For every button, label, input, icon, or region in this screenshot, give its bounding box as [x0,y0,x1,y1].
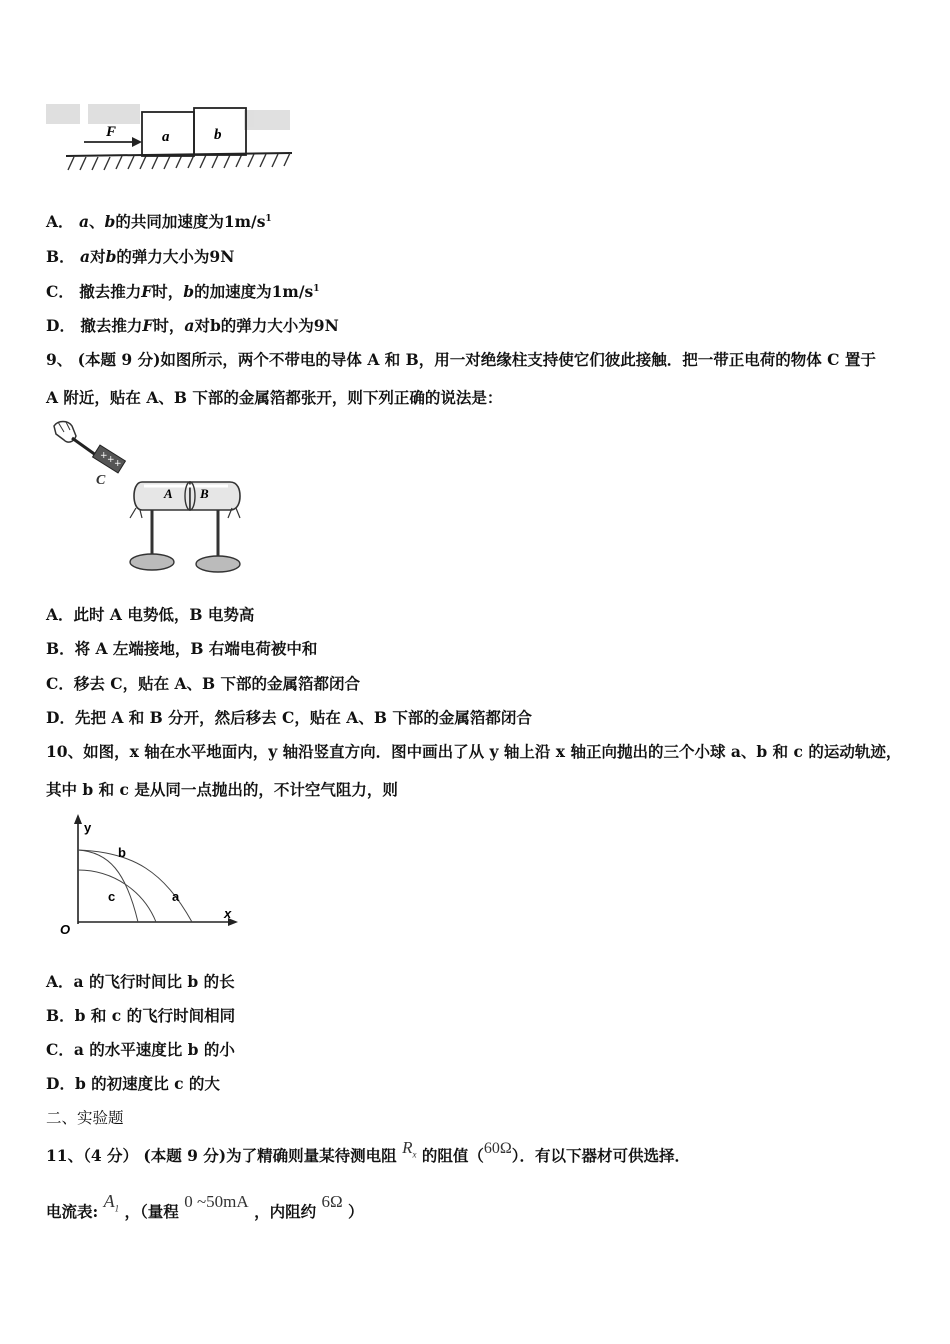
q8-faded-header-text [46,104,290,130]
curve-c [78,870,156,922]
q9-conductor-figure [44,418,244,578]
block-b-label: b [214,127,222,143]
q9-option-a: A．此时 A 电势低，B 电势高 [46,605,255,624]
q10-stem-line1: 10、如图，x 轴在水平地面内，y 轴沿竖直方向．图中画出了从 y 轴上沿 x 轴正向抛出的三个小球 a、b 和 c 的运动轨迹， [46,742,902,761]
label-c: C [96,473,106,488]
q9-option-d: D．先把 A 和 B 分开，然后移去 C，贴在 A、B 下部的金属箔都闭合 [46,708,532,727]
section-title: 二、实验题 [46,1109,124,1127]
q9-option-b: B．将 A 左端接地，B 右端电荷被中和 [46,639,318,658]
label-a: A [164,486,173,501]
svg-text:+: + [114,459,122,469]
rx-symbol: $R_x$ [402,1138,417,1160]
curve-b [78,850,138,922]
label-b: B [200,486,209,501]
q8-option-d: D． 撤去推力F时，a对b的弹力大小为9N [46,316,339,335]
curve-a-label: a [172,889,180,904]
origin-label: O [60,922,71,937]
q8-option-b: B． a对b的弹力大小为9N [46,247,235,266]
q8-option-a: A． a、b的共同加速度为$1m/s^1$ [46,212,272,231]
curve-c-label: c [108,889,116,904]
force-arrowhead [132,137,142,147]
q11-stem: 11、（4 分） (本题 9 分)为了精确则量某待测电阻 $R_x$ 的阻值（60Ω）．有以下器材可供选择． [46,1138,691,1165]
q8-option-c: C． 撤去推力F时，b的加速度为$1m/s^1$ [46,282,320,301]
q10-stem-line2: 其中 b 和 c 是从同一点抛出的，不计空气阻力，则 [46,780,398,799]
q9-stem-line2: A 附近，贴在 A、B 下部的金属箔都张开，则下列正确的说法是： [46,388,503,407]
svg-text:+: + [100,451,108,461]
resistance-value: 60Ω [483,1140,512,1157]
q9-stem-line1: 9、 (本题 9 分)如图所示，两个不带电的导体 A 和 B，用一对绝缘柱支持使它们彼此接触．把一带正电荷的物体 C 置于 [46,350,876,369]
q10-option-a: A．a 的飞行时间比 b 的长 [46,972,235,991]
q8-blocks-figure [44,96,300,184]
q10-trajectory-figure [54,812,244,938]
y-arrowhead [74,814,82,824]
internal-resistance-value: 6Ω [321,1192,343,1211]
svg-text:+: + [107,455,115,465]
q10-option-c: C．a 的水平速度比 b 的小 [46,1040,235,1059]
block-a-label: a [162,129,170,145]
q10-option-b: B．b 和 c 的飞行时间相同 [46,1006,236,1025]
stand-left-base [130,554,174,570]
range-value: 0 ~50mA [184,1192,249,1211]
q9-option-c: C．移去 C，贴在 A、B 下部的金属箔都闭合 [46,674,360,693]
stand-right-base [196,556,240,572]
axis-y-label: y [84,820,92,835]
force-label: F [106,124,117,140]
axis-x-label: x [224,906,232,921]
q10-option-d: D．b 的初速度比 c 的大 [46,1074,220,1093]
curve-b-label: b [118,845,126,860]
ammeter-symbol: $A_1$ [103,1191,120,1214]
q11-ammeter-line: 电流表: $A_1$ ，（量程 0 ~50mA ，内阻约 6Ω ） [46,1191,364,1221]
